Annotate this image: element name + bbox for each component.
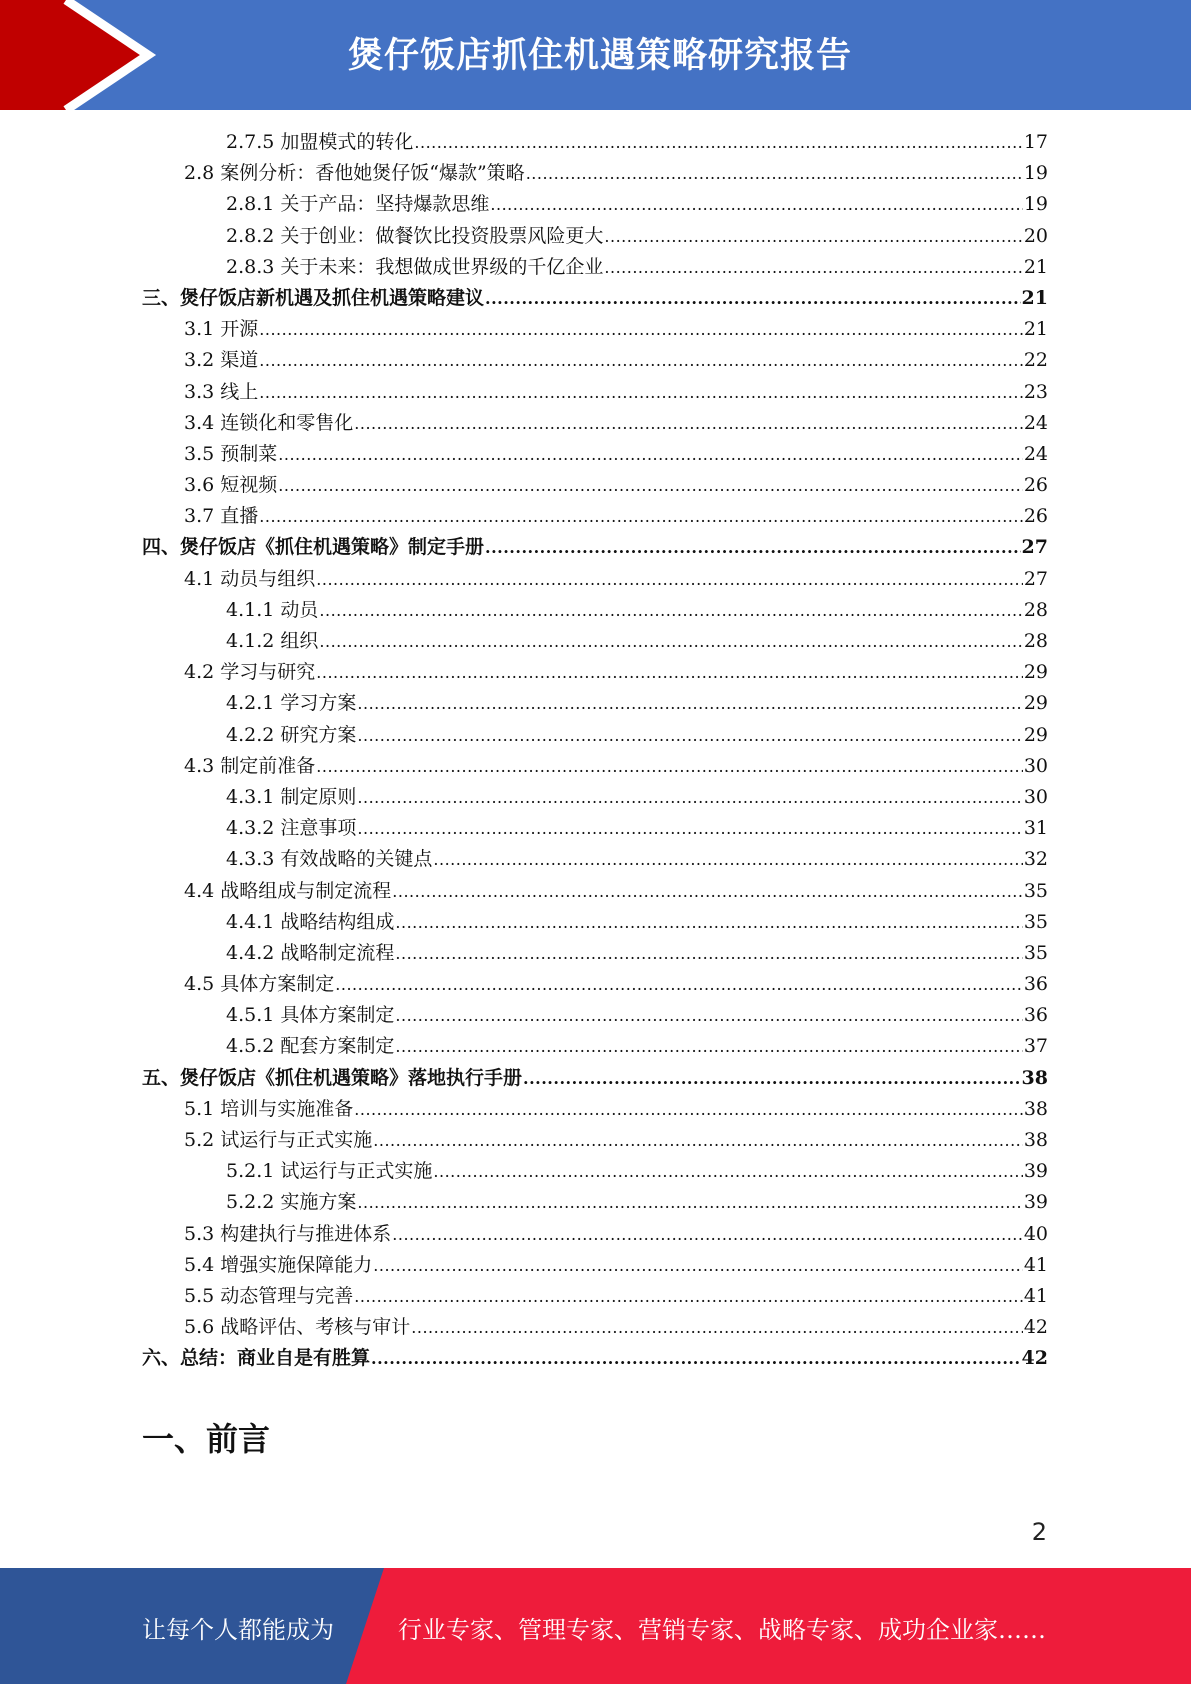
- toc-entry-page: 38: [1021, 1066, 1048, 1089]
- toc-dot-leader: [319, 595, 1022, 626]
- toc-entry[interactable]: [142, 127, 1048, 158]
- toc-entry[interactable]: [142, 876, 1048, 907]
- header-banner: [0, 0, 1191, 110]
- toc-entry-title: 2.8 案例分析：香他她煲仔饭“爆款”策略: [184, 162, 525, 185]
- toc-entry-page: 35: [1023, 941, 1048, 964]
- toc-entry[interactable]: [142, 626, 1048, 657]
- toc-dot-leader: [357, 813, 1022, 844]
- toc-entry-page: 32: [1023, 848, 1048, 871]
- toc-entry-title: 4.2 学习与研究: [184, 661, 316, 684]
- toc-entry[interactable]: [142, 844, 1048, 875]
- toc-dot-leader: [485, 532, 1021, 563]
- page-number: 2: [1031, 1518, 1047, 1546]
- toc-entry-title: 4.3.1 制定原则: [226, 785, 357, 808]
- toc-dot-leader: [490, 189, 1022, 220]
- report-title: 煲仔饭店抓住机遇策略研究报告: [347, 36, 852, 76]
- toc-dot-leader: [354, 1281, 1023, 1312]
- footer-banner: [0, 1568, 1191, 1684]
- toc-dot-leader: [485, 283, 1021, 314]
- toc-entry-page: 40: [1023, 1222, 1048, 1245]
- toc-entry-page: 24: [1023, 442, 1048, 465]
- toc-entry[interactable]: [142, 1000, 1048, 1031]
- toc-entry-page: 21: [1021, 286, 1048, 309]
- toc-entry-title: 5.5 动态管理与完善: [184, 1284, 354, 1307]
- toc-dot-leader: [411, 1312, 1023, 1343]
- toc-entry[interactable]: [142, 252, 1048, 283]
- toc-dot-leader: [319, 626, 1022, 657]
- toc-dot-leader: [433, 844, 1022, 875]
- toc-dot-leader: [357, 1187, 1022, 1218]
- toc-entry[interactable]: [142, 813, 1048, 844]
- toc-entry-page: 23: [1023, 380, 1048, 403]
- toc-entry-title: 2.8.3 关于未来：我想做成世界级的千亿企业: [226, 255, 604, 278]
- toc-entry[interactable]: [142, 720, 1048, 751]
- toc-entry-page: 30: [1023, 785, 1048, 808]
- toc-dot-leader: [395, 1031, 1022, 1062]
- toc-entry-title: 4.5.2 配套方案制定: [226, 1035, 395, 1058]
- toc-entry[interactable]: [142, 688, 1048, 719]
- toc-entry-title: 4.1.1 动员: [226, 598, 319, 621]
- toc-entry[interactable]: [142, 1063, 1048, 1094]
- toc-dot-leader: [395, 938, 1022, 969]
- toc-entry-title: 5.2 试运行与正式实施: [184, 1129, 373, 1151]
- section-heading: 一、前言: [142, 1420, 271, 1458]
- toc-dot-leader: [371, 1343, 1021, 1374]
- toc-dot-leader: [335, 969, 1023, 1000]
- toc-entry-title: 3.2 渠道: [184, 349, 259, 372]
- toc-entry[interactable]: [142, 1094, 1048, 1125]
- toc-entry[interactable]: [142, 1312, 1048, 1343]
- toc-entry-page: 29: [1023, 723, 1048, 746]
- toc-dot-leader: [316, 751, 1023, 782]
- toc-entry-page: 28: [1023, 598, 1048, 621]
- toc-entry-title: 4.1 动员与组织: [184, 567, 316, 590]
- toc-entry-page: 21: [1023, 255, 1048, 278]
- toc-entry[interactable]: [142, 1187, 1048, 1218]
- toc-entry-page: 28: [1023, 630, 1048, 652]
- toc-dot-leader: [278, 470, 1023, 501]
- toc-entry-title: 3.6 短视频: [184, 474, 278, 497]
- toc-dot-leader: [259, 345, 1023, 376]
- toc-entry[interactable]: [142, 1281, 1048, 1312]
- toc-entry-page: 29: [1023, 661, 1048, 684]
- toc-dot-leader: [357, 688, 1022, 719]
- toc-entry-title: 3.5 预制菜: [184, 442, 278, 465]
- toc-entry-page: 31: [1023, 817, 1048, 840]
- toc-entry-page: 26: [1023, 505, 1048, 528]
- footer-slogan: 让每个人都能成为: [142, 1616, 334, 1644]
- toc-entry-title: 四、煲仔饭店《抓住机遇策略》制定手册: [142, 536, 485, 559]
- toc-entry[interactable]: [142, 158, 1048, 189]
- toc-dot-leader: [392, 876, 1023, 907]
- toc-entry[interactable]: [142, 501, 1048, 532]
- toc-entry-page: 19: [1023, 193, 1048, 216]
- toc-dot-leader: [526, 158, 1023, 189]
- toc-entry-page: 39: [1023, 1191, 1048, 1214]
- toc-entry-title: 2.8.1 关于产品：坚持爆款思维: [226, 193, 490, 216]
- toc-entry-page: 35: [1023, 879, 1048, 902]
- toc-entry[interactable]: [142, 532, 1048, 563]
- toc-entry-page: 41: [1023, 1253, 1048, 1276]
- toc-entry-title: 5.1 培训与实施准备: [184, 1097, 354, 1120]
- toc-dot-leader: [354, 408, 1023, 439]
- toc-entry[interactable]: [142, 1031, 1048, 1062]
- toc-entry-title: 4.5.1 具体方案制定: [226, 1004, 395, 1027]
- toc-entry[interactable]: [142, 751, 1048, 782]
- toc-dot-leader: [354, 1094, 1023, 1125]
- toc-entry-title: 4.3 制定前准备: [184, 754, 316, 777]
- toc-dot-leader: [259, 501, 1023, 532]
- toc-entry-title: 3.7 直播: [184, 505, 259, 528]
- toc-dot-leader: [373, 1250, 1023, 1281]
- toc-entry-page: 27: [1021, 536, 1048, 559]
- toc-dot-leader: [357, 720, 1022, 751]
- toc-entry-title: 4.3.2 注意事项: [226, 817, 357, 840]
- toc-entry-title: 六、总结：商业自是有胜算: [142, 1347, 371, 1370]
- toc-entry-page: 22: [1023, 349, 1048, 372]
- toc-entry[interactable]: [142, 345, 1048, 376]
- toc-entry-page: 24: [1023, 411, 1048, 434]
- toc-entry-title: 4.5 具体方案制定: [184, 973, 335, 996]
- toc-dot-leader: [414, 127, 1022, 158]
- toc-entry[interactable]: [142, 408, 1048, 439]
- toc-entry-page: 27: [1023, 567, 1048, 590]
- toc-entry-page: 36: [1023, 973, 1048, 996]
- toc-entry-page: 39: [1023, 1160, 1048, 1183]
- toc-dot-leader: [433, 1156, 1022, 1187]
- toc-entry[interactable]: [142, 439, 1048, 470]
- toc-entry-title: 4.3.3 有效战略的关键点: [226, 848, 433, 871]
- toc-entry-title: 4.4.1 战略结构组成: [226, 910, 395, 933]
- toc-entry-page: 38: [1023, 1097, 1048, 1120]
- toc-entry[interactable]: [142, 1219, 1048, 1250]
- toc-entry-title: 5.2.1 试运行与正式实施: [226, 1160, 433, 1183]
- toc-entry-title: 3.4 连锁化和零售化: [184, 411, 354, 434]
- toc-dot-leader: [259, 377, 1023, 408]
- toc-entry-title: 3.3 线上: [184, 380, 259, 403]
- toc-entry-title: 五、煲仔饭店《抓住机遇策略》落地执行手册: [142, 1066, 523, 1089]
- toc-entry[interactable]: [142, 969, 1048, 1000]
- toc-dot-leader: [259, 314, 1023, 345]
- toc-entry-page: 42: [1021, 1347, 1048, 1370]
- toc-entry[interactable]: [142, 189, 1048, 220]
- toc-entry[interactable]: [142, 938, 1048, 969]
- toc-entry-title: 三、煲仔饭店新机遇及抓住机遇策略建议: [142, 286, 485, 309]
- toc-dot-leader: [604, 252, 1022, 283]
- toc-dot-leader: [316, 564, 1023, 595]
- toc-entry-page: 26: [1023, 474, 1048, 497]
- toc-entry-title: 5.2.2 实施方案: [226, 1191, 357, 1214]
- toc-entry-page: 35: [1023, 910, 1048, 933]
- toc-entry-page: 19: [1023, 162, 1048, 185]
- toc-entry-page: 21: [1023, 318, 1048, 341]
- footer-roles: 行业专家、管理专家、营销专家、战略专家、成功企业家……: [398, 1616, 1046, 1644]
- toc-entry[interactable]: [142, 1125, 1048, 1156]
- toc-entry[interactable]: [142, 470, 1048, 501]
- toc-dot-leader: [278, 439, 1023, 470]
- toc-entry-title: 2.8.2 关于创业：做餐饮比投资股票风险更大: [226, 224, 604, 247]
- toc-entry-title: 2.7.5 加盟模式的转化: [226, 131, 414, 153]
- toc-dot-leader: [357, 782, 1022, 813]
- toc-entry[interactable]: [142, 1343, 1048, 1374]
- toc-entry-page: 29: [1023, 692, 1048, 715]
- toc-dot-leader: [392, 1219, 1023, 1250]
- toc-entry-title: 4.4.2 战略制定流程: [226, 941, 395, 964]
- toc-entry-page: 41: [1023, 1284, 1048, 1307]
- toc-entry[interactable]: [142, 314, 1048, 345]
- toc-dot-leader: [604, 221, 1022, 252]
- toc-entry-title: 3.1 开源: [184, 318, 259, 341]
- toc-entry[interactable]: [142, 595, 1048, 626]
- table-of-contents: [142, 127, 1048, 1375]
- toc-entry-page: 17: [1023, 131, 1048, 153]
- toc-entry[interactable]: [142, 907, 1048, 938]
- toc-entry[interactable]: [142, 283, 1048, 314]
- toc-dot-leader: [316, 657, 1023, 688]
- toc-entry-page: 42: [1023, 1316, 1048, 1339]
- toc-entry[interactable]: [142, 1156, 1048, 1187]
- toc-entry-page: 38: [1023, 1129, 1048, 1151]
- toc-entry-title: 5.6 战略评估、考核与审计: [184, 1316, 411, 1339]
- toc-entry-title: 4.4 战略组成与制定流程: [184, 879, 392, 902]
- toc-entry[interactable]: [142, 782, 1048, 813]
- toc-entry[interactable]: [142, 1250, 1048, 1281]
- toc-dot-leader: [373, 1125, 1023, 1156]
- toc-entry[interactable]: [142, 657, 1048, 688]
- toc-dot-leader: [395, 1000, 1022, 1031]
- toc-entry-title: 5.4 增强实施保障能力: [184, 1253, 373, 1276]
- toc-entry-title: 4.2.1 学习方案: [226, 692, 357, 715]
- toc-dot-leader: [395, 907, 1022, 938]
- toc-entry-title: 4.2.2 研究方案: [226, 723, 357, 746]
- toc-entry[interactable]: [142, 377, 1048, 408]
- toc-entry[interactable]: [142, 221, 1048, 252]
- toc-entry-page: 30: [1023, 754, 1048, 777]
- toc-entry-page: 37: [1023, 1035, 1048, 1058]
- toc-entry-page: 20: [1023, 224, 1048, 247]
- toc-entry-page: 36: [1023, 1004, 1048, 1027]
- toc-entry[interactable]: [142, 564, 1048, 595]
- toc-entry-title: 4.1.2 组织: [226, 630, 319, 652]
- toc-dot-leader: [523, 1063, 1021, 1094]
- toc-entry-title: 5.3 构建执行与推进体系: [184, 1222, 392, 1245]
